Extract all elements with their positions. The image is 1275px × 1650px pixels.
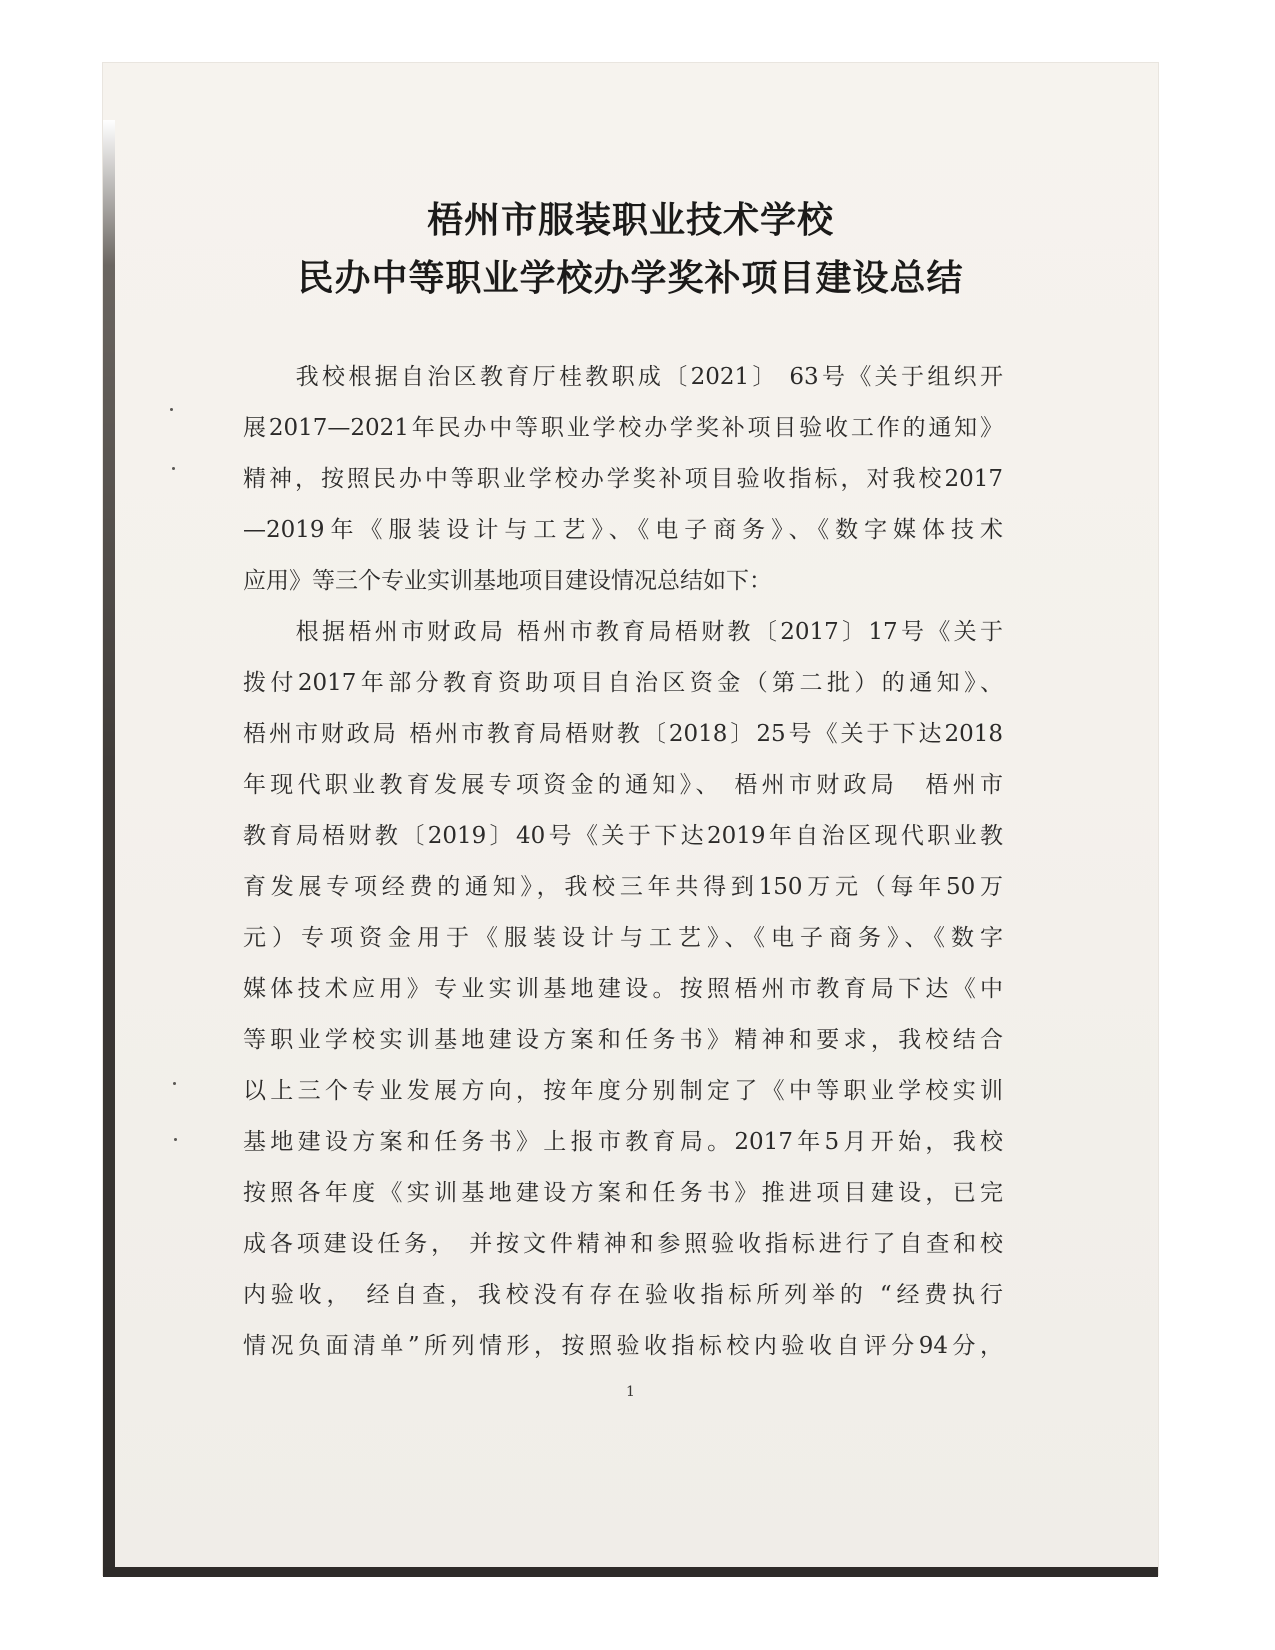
paragraph-2-line: 成各项建设任务， 并按文件精神和参照验收指标进行了自查和校 (243, 1231, 1003, 1257)
document-body (243, 352, 1003, 1372)
paragraph-2-line: 基地建设方案和任务书》上报市教育局。2017年5月开始，我校 (243, 1129, 1003, 1155)
paragraph-2-line: 情况负面清单”所列情形，按照验收指标校内验收自评分94分， (243, 1333, 1003, 1359)
paragraph-2-line: 拨付2017年部分教育资助项目自治区资金（第二批）的通知》、 (243, 670, 1003, 696)
paragraph-2-line: 年现代职业教育发展专项资金的通知》、 梧州市财政局 梧州市 (243, 772, 1003, 798)
sheet-bottom-shadow (103, 1567, 1158, 1577)
paragraph-2-line: 梧州市财政局 梧州市教育局梧财教〔2018〕25号《关于下达2018 (243, 721, 1003, 747)
paragraph-1-line: 我校根据自治区教育厅桂教职成〔2021〕 63号《关于组织开 (243, 364, 1003, 390)
paragraph-2-line: 等职业学校实训基地建设方案和任务书》精神和要求，我校结合 (243, 1027, 1003, 1053)
paragraph-1-line: 精神，按照民办中等职业学校办学奖补项目验收指标，对我校2017 (243, 466, 1003, 492)
paragraph-2-line: 根据梧州市财政局 梧州市教育局梧财教〔2017〕17号《关于 (243, 619, 1003, 645)
paragraph-2-line: 教育局梧财教〔2019〕40号《关于下达2019年自治区现代职业教 (243, 823, 1003, 849)
paragraph-1-line: 应用》等三个专业实训基地项目建设情况总结如下： (243, 568, 772, 594)
sheet-left-shadow (103, 120, 115, 1575)
margin-speck (170, 408, 173, 411)
paragraph-2-line: 按照各年度《实训基地建设方案和任务书》推进项目建设，已完 (243, 1180, 1003, 1206)
document-title-line-1: 梧州市服装职业技术学校 (426, 199, 834, 241)
paragraph-1-line: 展2017—2021年民办中等职业学校办学奖补项目验收工作的通知》 (243, 415, 1003, 441)
margin-speck (173, 1082, 176, 1085)
page-number: 1 (626, 1384, 635, 1400)
paragraph-2-line: 媒体技术应用》专业实训基地建设。按照梧州市教育局下达《中 (243, 976, 1003, 1002)
paragraph-2-line: 元）专项资金用于《服装设计与工艺》、《电子商务》、《数字 (243, 925, 1003, 951)
paragraph-2-line: 内验收， 经自查，我校没有存在验收指标所列举的 “经费执行 (243, 1282, 1003, 1308)
paragraph-2-line: 以上三个专业发展方向，按年度分别制定了《中等职业学校实训 (243, 1078, 1003, 1104)
margin-speck (172, 467, 175, 470)
margin-speck (174, 1138, 177, 1141)
paragraph-2-line: 育发展专项经费的通知》，我校三年共得到150万元（每年50万 (243, 874, 1003, 900)
document-title-line-2: 民办中等职业学校办学奖补项目建设总结 (297, 257, 964, 299)
paragraph-1-line: —2019年《服装设计与工艺》、《电子商务》、《数字媒体技术 (243, 517, 1003, 543)
